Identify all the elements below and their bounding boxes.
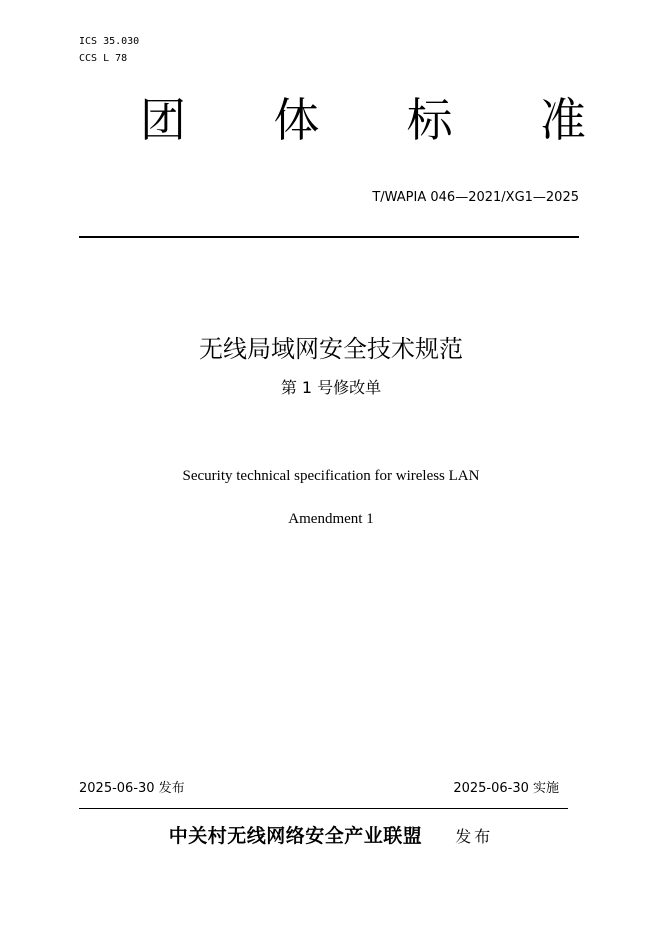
title-char-3: 标 [406,93,453,147]
title-char-1: 团 [140,93,186,147]
bottom-divider [79,808,568,809]
title-char-2: 体 [273,93,320,147]
chinese-subtitle: 第 1 号修改单 [280,378,382,397]
classification-codes [79,33,139,67]
implementation-date: 2025-06-30 实施 [453,781,559,796]
publisher-name: 中关村无线网络安全产业联盟 [168,825,423,847]
ics-code: ICS 35.030 [79,36,140,47]
title-char-4: 准 [539,93,586,147]
publisher-line [0,822,662,851]
issue-date: 2025-06-30 发布 [79,781,185,796]
standard-number: T/WAPIA 046—2021/XG1—2025 [372,190,579,205]
chinese-title: 无线局域网安全技术规范 [199,335,463,363]
top-divider [79,236,579,238]
ccs-code: CCS L 78 [79,53,128,64]
english-title: Security technical specification for wireless LAN [182,468,480,484]
publish-label: 发布 [455,827,494,846]
english-subtitle: Amendment 1 [288,511,374,527]
document-type-title [140,88,586,152]
